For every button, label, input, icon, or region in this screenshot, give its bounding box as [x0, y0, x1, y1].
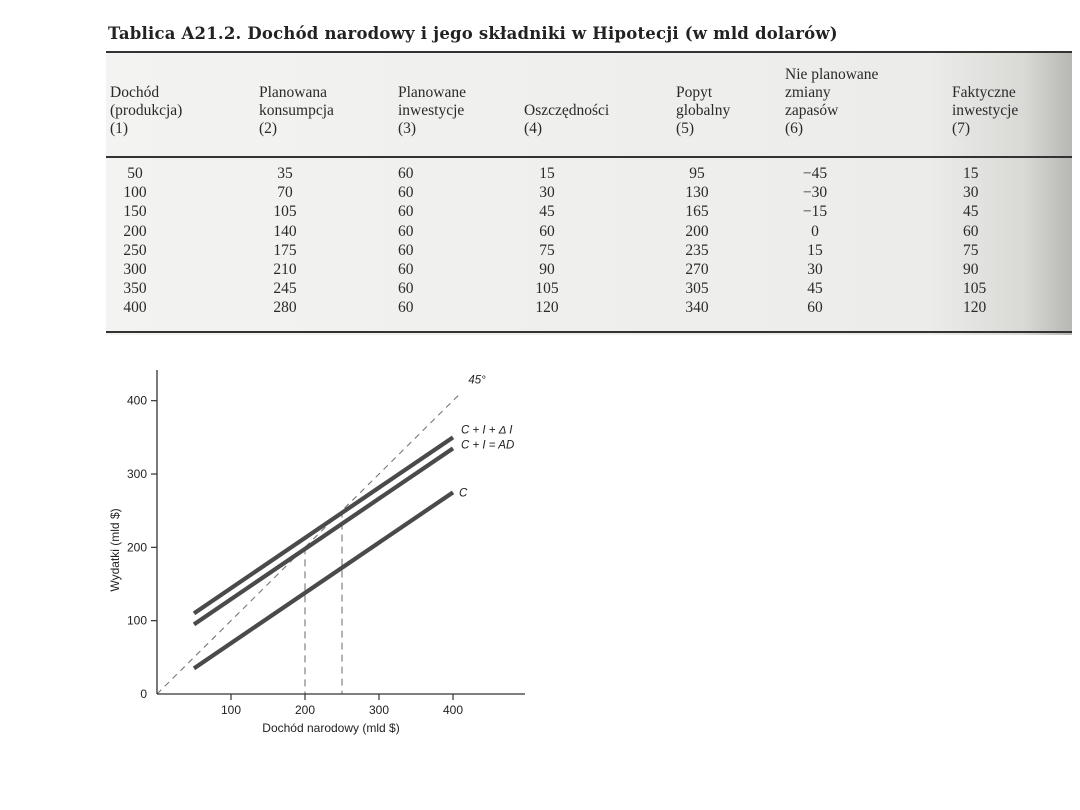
- table-cell: 245: [273, 280, 297, 298]
- table-cell: 50: [127, 165, 143, 182]
- table-cell: 105: [273, 203, 297, 221]
- table-cell: −45: [802, 165, 828, 182]
- table-cell: 30: [807, 261, 823, 278]
- table-cell: 60: [807, 299, 823, 317]
- x-tick-label-300: 300: [368, 703, 390, 717]
- table-cell: 90: [539, 261, 555, 278]
- table-cell: 60: [398, 241, 414, 259]
- table-cell: 105: [963, 280, 987, 298]
- origin-label: 0: [140, 687, 147, 701]
- label-c: C: [459, 487, 468, 500]
- table-panel: [106, 52, 1072, 335]
- table-cell: 60: [398, 184, 414, 202]
- column-header-actual-investment: Faktyczne inwestycje (7): [952, 84, 1019, 137]
- table-cell: 350: [123, 280, 147, 298]
- table-cell: 165: [685, 203, 709, 221]
- table-cell: 280: [273, 299, 297, 317]
- table-cell: −30: [802, 184, 828, 202]
- table-cell: 305: [685, 280, 709, 298]
- column-header-unplanned-inventory: Nie planowane zmiany zapasów (6): [785, 66, 879, 137]
- series-line-2: [194, 448, 453, 624]
- table-cell: 270: [685, 261, 709, 278]
- column-header-savings: Oszczędności (4): [524, 102, 610, 137]
- series-line-0: [157, 393, 460, 694]
- y-axis-title: Wydatki (mld $): [108, 508, 122, 592]
- table-cell: 400: [123, 299, 147, 317]
- chart: [85, 360, 545, 750]
- table-cell: 100: [123, 184, 147, 202]
- table-top-rule: [106, 51, 1072, 53]
- table-cell: 105: [535, 280, 559, 298]
- label-c-plus-i-equals-ad: C + I = AD: [461, 439, 515, 452]
- table-cell: 45: [807, 280, 823, 298]
- table-cell: −15: [802, 203, 828, 221]
- table-header-rule: [106, 156, 1072, 158]
- table-cell: 235: [685, 241, 709, 259]
- series-labels: [459, 374, 514, 499]
- table-cell: 60: [539, 222, 555, 240]
- table-cell: 150: [123, 203, 147, 221]
- x-tick-label-400: 400: [442, 703, 464, 717]
- table-cell: 200: [123, 222, 147, 240]
- table-cell: 35: [277, 165, 293, 182]
- table-cell: 340: [685, 299, 709, 317]
- table-cell: 130: [685, 184, 709, 202]
- table-cell: 0: [811, 222, 819, 240]
- y-tick-label-300: 300: [126, 467, 147, 482]
- table-cell: 70: [277, 184, 293, 202]
- table-cell: 60: [398, 165, 414, 182]
- table-cell: 95: [689, 165, 705, 182]
- table-cell: 60: [398, 299, 414, 317]
- table-cell: 75: [963, 241, 979, 259]
- label-45-degree: 45°: [468, 374, 486, 387]
- x-tick-label-100: 100: [220, 703, 242, 717]
- table-cell: 120: [535, 299, 559, 317]
- x-tick-label-200: 200: [294, 703, 316, 717]
- series-lines: [157, 393, 460, 694]
- y-tick-label-400: 400: [126, 393, 147, 408]
- table-cell: 210: [273, 261, 297, 278]
- table-cell: 90: [963, 261, 979, 278]
- table-cell: 15: [539, 165, 555, 182]
- table-cell: 60: [398, 203, 414, 221]
- table-bottom-rule: [106, 331, 1072, 333]
- table-cell: 30: [539, 184, 555, 202]
- table-cell: 60: [963, 222, 979, 240]
- series-line-1: [194, 437, 453, 613]
- table-cell: 45: [963, 203, 979, 221]
- table-cell: 15: [807, 241, 823, 259]
- table-cell: 140: [273, 222, 297, 240]
- table-cell: 45: [539, 203, 555, 221]
- x-axis-title: Dochód narodowy (mld $): [262, 721, 400, 735]
- y-tick-label-200: 200: [126, 540, 147, 555]
- table-cell: 60: [398, 280, 414, 298]
- table-cell: 200: [685, 222, 709, 240]
- table-cell: 120: [963, 299, 987, 317]
- column-header-planned-investment: Planowane inwestycje (3): [398, 84, 467, 137]
- table-cell: 60: [398, 261, 414, 278]
- table-title: Tablica A21.2. Dochód narodowy i jego składniki w Hipotecji (w mld dolarów): [108, 24, 838, 43]
- table-cell: 60: [398, 222, 414, 240]
- column-header-planned-consumption: Planowana konsumpcja (2): [259, 84, 334, 137]
- label-c-plus-i-plus-delta-i: C + I + Δ I: [461, 424, 513, 437]
- column-header-income: Dochód (produkcja) (1): [110, 84, 183, 137]
- table-cell: 30: [963, 184, 979, 202]
- series-line-3: [194, 492, 453, 668]
- column-header-aggregate-demand: Popyt globalny (5): [676, 84, 731, 137]
- table-cell: 15: [963, 165, 979, 182]
- table-cell: 300: [123, 261, 147, 278]
- table-cell: 75: [539, 241, 555, 259]
- table-cell: 250: [123, 241, 147, 259]
- table-cell: 175: [273, 241, 297, 259]
- y-tick-label-100: 100: [126, 613, 147, 628]
